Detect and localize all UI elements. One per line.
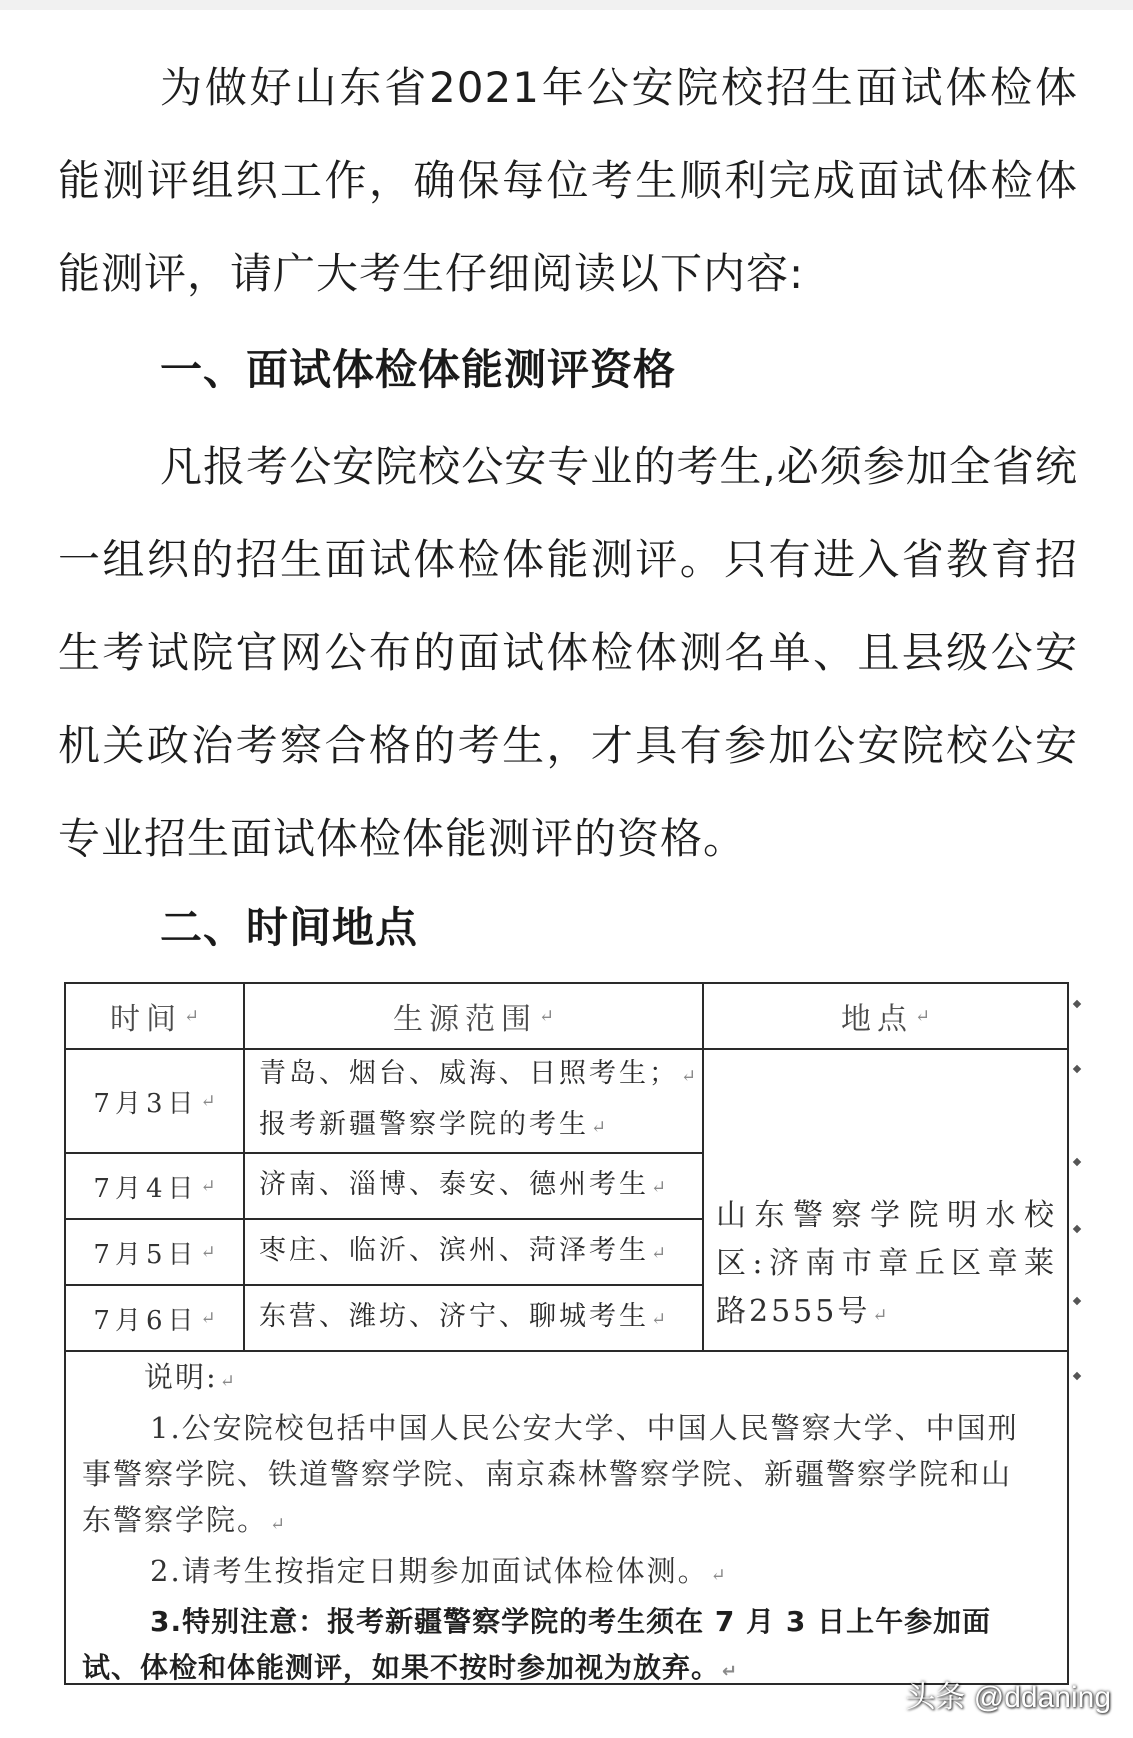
section1-heading: 一、面试体检体能测评资格	[160, 345, 677, 394]
side-marker	[1073, 1372, 1081, 1380]
notes-title-text: 说明:	[144, 1360, 218, 1394]
paragraph-mark: ↵	[200, 1090, 216, 1112]
row-range-line: 东营、潍坊、济宁、聊城考生	[259, 1300, 649, 1332]
watermark: 头条 @ddaning	[905, 1681, 1111, 1714]
paragraph-mark: ↵	[183, 1005, 200, 1027]
header-place	[704, 984, 1067, 1048]
paragraph-mark: ↵	[200, 1307, 216, 1329]
row-date-label: 7月4日	[93, 1173, 199, 1204]
section2-heading: 二、时间地点	[160, 903, 419, 952]
row-range-line: 报考新疆警察学院的考生	[259, 1109, 589, 1140]
paragraph-mark: ↵	[270, 1514, 286, 1535]
location-text: 山东警察学院明水校区:济南市章丘区章莱路2555号	[716, 1198, 1057, 1329]
paragraph-mark: ↵	[722, 1661, 738, 1682]
paragraph-mark: ↵	[538, 1005, 555, 1027]
paragraph-mark: ↵	[651, 1176, 667, 1198]
row-range-line: 济南、淄博、泰安、德州考生	[259, 1168, 649, 1200]
note-text: 2.请考生按指定日期参加面试体检体测。	[150, 1554, 709, 1588]
note-item	[82, 1548, 1042, 1599]
row-range-line: 枣庄、临沂、滨州、菏泽考生	[259, 1234, 649, 1266]
row-date	[66, 1050, 243, 1152]
intro-paragraph: 为做好山东省2021年公安院校招生面试体检体能测评组织工作，确保每位考生顺利完成面试体检体能测评，请广大考生仔细阅读以下内容:	[58, 63, 1078, 298]
paragraph-mark: ↵	[200, 1175, 216, 1197]
header-range	[245, 984, 702, 1048]
paragraph-mark: ↵	[200, 1241, 216, 1263]
row-date	[66, 1220, 243, 1284]
note-text: 3.特别注意：报考新疆警察学院的考生须在 7 月 3 日上午参加面试、体检和体能测评，如果不按时参加视为放弃。	[82, 1605, 992, 1684]
row-date	[66, 1286, 243, 1350]
row-range	[245, 1154, 702, 1218]
paragraph-mark: ↵	[651, 1242, 667, 1264]
row-date-label: 7月3日	[93, 1088, 199, 1119]
paragraph-mark: ↵	[651, 1308, 667, 1330]
paragraph-mark: ↵	[219, 1371, 235, 1392]
header-range-label: 生源范围	[392, 1002, 537, 1037]
side-marker	[1073, 1158, 1081, 1166]
row-range	[245, 1286, 702, 1350]
paragraph-mark: ↵	[872, 1305, 888, 1326]
paragraph-mark: ↵	[710, 1565, 726, 1586]
side-marker	[1073, 1000, 1081, 1008]
paragraph-mark: ↵	[914, 1005, 931, 1027]
paragraph-mark: ↵	[681, 1066, 697, 1087]
section1-body: 凡报考公安院校公安专业的考生,必须参加全省统一组织的招生面试体检体能测评。只有进入省教育招生考试院官网公布的面试体检体测名单、且县级公安机关政治考察合格的考生，才具有参加公安院校公安专业招生面试体检体能测评的资格。	[58, 442, 1078, 863]
notes-title	[82, 1354, 1042, 1405]
paragraph-mark: ↵	[591, 1117, 607, 1138]
side-marker	[1073, 1225, 1081, 1233]
row-range-line: 青岛、烟台、威海、日照考生；	[259, 1058, 679, 1089]
row-date	[66, 1154, 243, 1218]
row-range	[245, 1220, 702, 1284]
header-time	[66, 984, 243, 1048]
table-row-divider	[66, 1350, 1067, 1352]
row-date-label: 7月5日	[93, 1239, 199, 1270]
schedule-table	[64, 982, 1069, 1685]
row-range	[245, 1050, 702, 1152]
header-time-label: 时间	[109, 1002, 182, 1037]
side-marker	[1073, 1065, 1081, 1073]
row-date-label: 7月6日	[93, 1305, 199, 1336]
note-item-emphasis	[82, 1599, 1042, 1695]
header-place-label: 地点	[840, 1002, 913, 1037]
top-divider	[0, 0, 1133, 10]
side-marker	[1073, 1297, 1081, 1305]
note-item	[82, 1405, 1042, 1548]
location-cell	[704, 1050, 1067, 1350]
note-text: 1.公安院校包括中国人民公安大学、中国人民警察大学、中国刑事警察学院、铁道警察学院、南京森林警察学院、新疆警察学院和山东警察学院。	[82, 1411, 1019, 1537]
notes-block	[82, 1354, 1042, 1695]
